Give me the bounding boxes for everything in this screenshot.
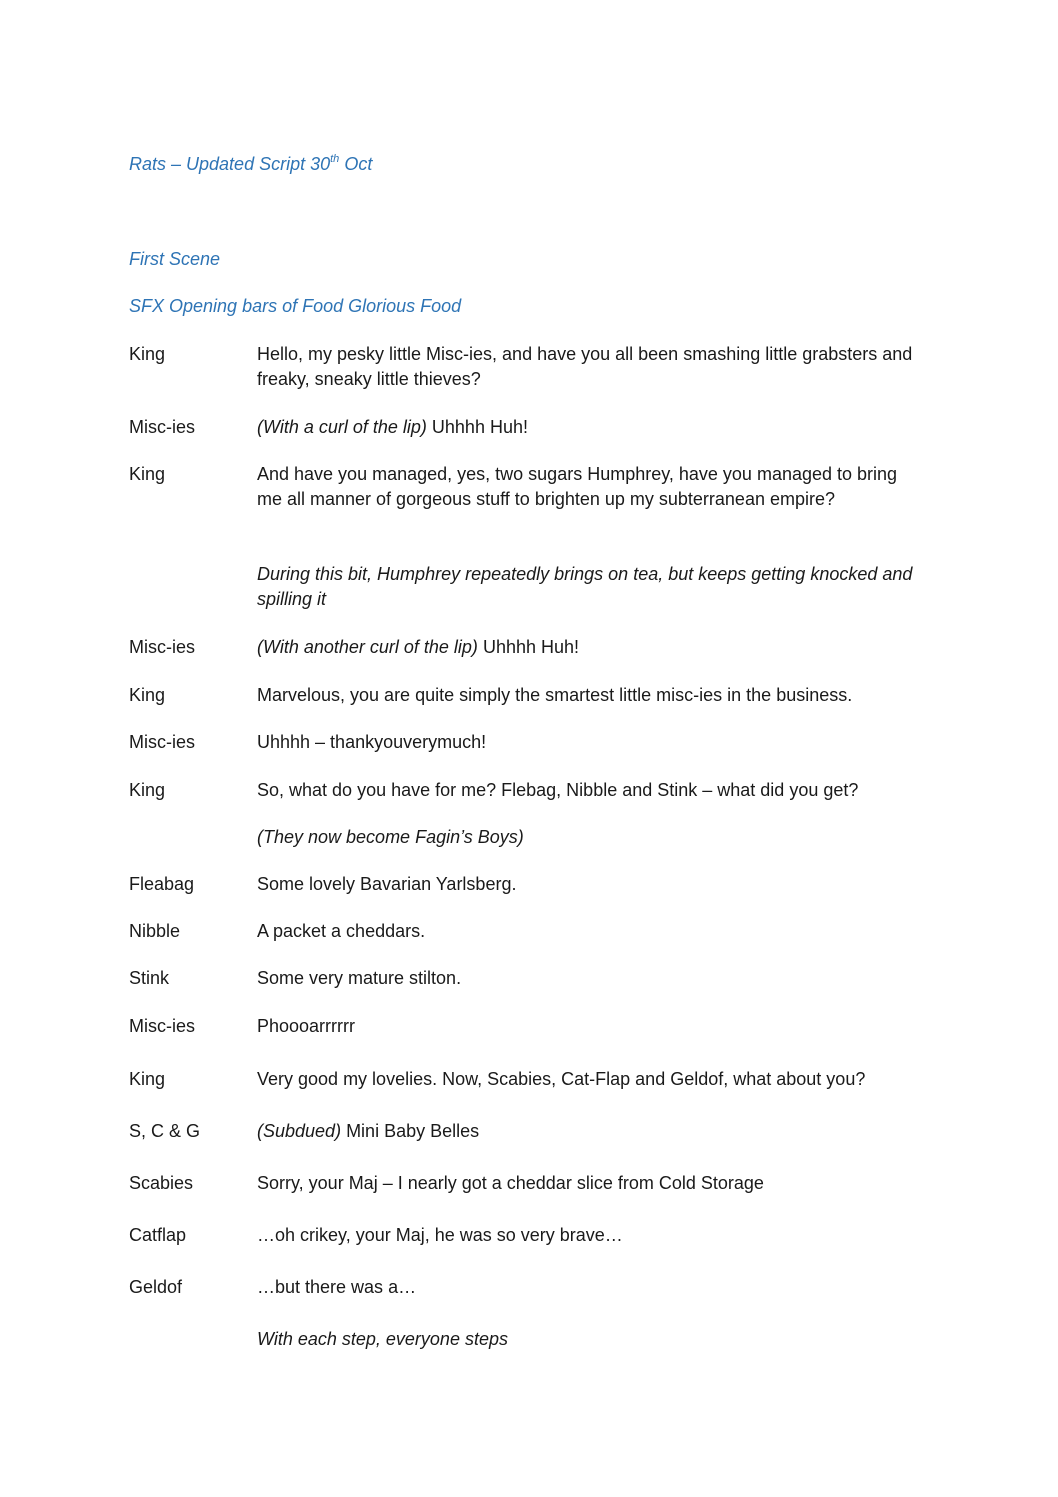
speaker-name: Misc-ies xyxy=(129,732,195,752)
dialogue-text xyxy=(257,1014,927,1039)
speaker-name: King xyxy=(129,344,166,364)
dialogue-words: Uhhhh – thankyouverymuch! xyxy=(257,732,487,752)
sfx-heading: SFX Opening bars of Food Glorious Food xyxy=(129,296,462,316)
dialogue-words: Mini Baby Belles xyxy=(341,1121,480,1141)
dialogue-text xyxy=(257,683,927,708)
dialogue-text xyxy=(257,966,927,991)
scene-heading: First Scene xyxy=(129,249,221,269)
dialogue-words: Marvelous, you are quite simply the smartest little misc-ies in the business. xyxy=(257,685,853,705)
dialogue-text xyxy=(257,872,927,897)
dialogue-text xyxy=(257,462,927,512)
dialogue-words: Some lovely Bavarian Yarlsberg. xyxy=(257,874,517,894)
dialogue-text xyxy=(257,1223,927,1248)
dialogue-text xyxy=(257,919,927,944)
stage-direction: (With another curl of the lip) xyxy=(257,637,478,657)
dialogue-words: And have you managed, yes, two sugars Humphrey, have you managed to bring me all manner of gorgeous stuff to brighten up my subterranean empire? xyxy=(257,464,898,509)
speaker-name: Stink xyxy=(129,968,170,988)
document-title xyxy=(129,152,372,176)
dialogue-text xyxy=(257,635,927,660)
dialogue-words: So, what do you have for me? Flebag, Nibble and Stink – what did you get? xyxy=(257,780,859,800)
speaker-name: Fleabag xyxy=(129,874,195,894)
dialogue-words: …oh crikey, your Maj, he was so very brave… xyxy=(257,1225,623,1245)
dialogue-words: Uhhhh Huh! xyxy=(477,637,580,657)
stage-direction: (Subdued) xyxy=(257,1121,342,1141)
speaker-name: Geldof xyxy=(129,1277,183,1297)
title-superscript: th xyxy=(330,153,340,165)
dialogue-text xyxy=(257,825,927,850)
dialogue-words: …but there was a… xyxy=(257,1277,417,1297)
speaker-name: King xyxy=(129,1069,166,1089)
dialogue-words: Uhhhh Huh! xyxy=(426,417,528,437)
title-tail: Oct xyxy=(339,154,373,174)
stage-direction: During this bit, Humphrey repeatedly brings on tea, but keeps getting knocked and spilling it xyxy=(257,564,913,609)
dialogue-words: Very good my lovelies. Now, Scabies, Cat-Flap and Geldof, what about you? xyxy=(257,1069,866,1089)
speaker-name: Catflap xyxy=(129,1225,187,1245)
speaker-name: Scabies xyxy=(129,1173,194,1193)
stage-direction: (They now become Fagin’s Boys) xyxy=(257,827,524,847)
speaker-name: Nibble xyxy=(129,921,181,941)
dialogue-text xyxy=(257,1119,927,1144)
stage-direction: (With a curl of the lip) xyxy=(257,417,427,437)
speaker-name: Misc-ies xyxy=(129,1016,195,1036)
dialogue-text xyxy=(257,1327,927,1352)
speaker-name: King xyxy=(129,464,166,484)
dialogue-text xyxy=(257,1171,927,1196)
dialogue-words: Sorry, your Maj – I nearly got a cheddar slice from Cold Storage xyxy=(257,1173,764,1193)
speaker-name: King xyxy=(129,685,166,705)
dialogue-text xyxy=(257,1275,927,1300)
dialogue-text xyxy=(257,562,927,612)
speaker-name: King xyxy=(129,780,166,800)
dialogue-words: Phoooarrrrrr xyxy=(257,1016,356,1036)
title-text: Rats – Updated Script 30 xyxy=(129,154,331,174)
speaker-name: Misc-ies xyxy=(129,637,195,657)
dialogue-text xyxy=(257,415,927,440)
dialogue-text xyxy=(257,1067,927,1092)
dialogue-text xyxy=(257,730,927,755)
dialogue-text xyxy=(257,778,927,803)
stage-direction: With each step, everyone steps xyxy=(257,1329,508,1349)
dialogue-words: Some very mature stilton. xyxy=(257,968,462,988)
dialogue-words: A packet a cheddars. xyxy=(257,921,426,941)
dialogue-words: Hello, my pesky little Misc-ies, and have you all been smashing little grabsters and freaky, sneaky little thieves? xyxy=(257,344,913,389)
speaker-name: S, C & G xyxy=(129,1121,201,1141)
dialogue-text xyxy=(257,342,927,392)
speaker-name: Misc-ies xyxy=(129,417,195,437)
